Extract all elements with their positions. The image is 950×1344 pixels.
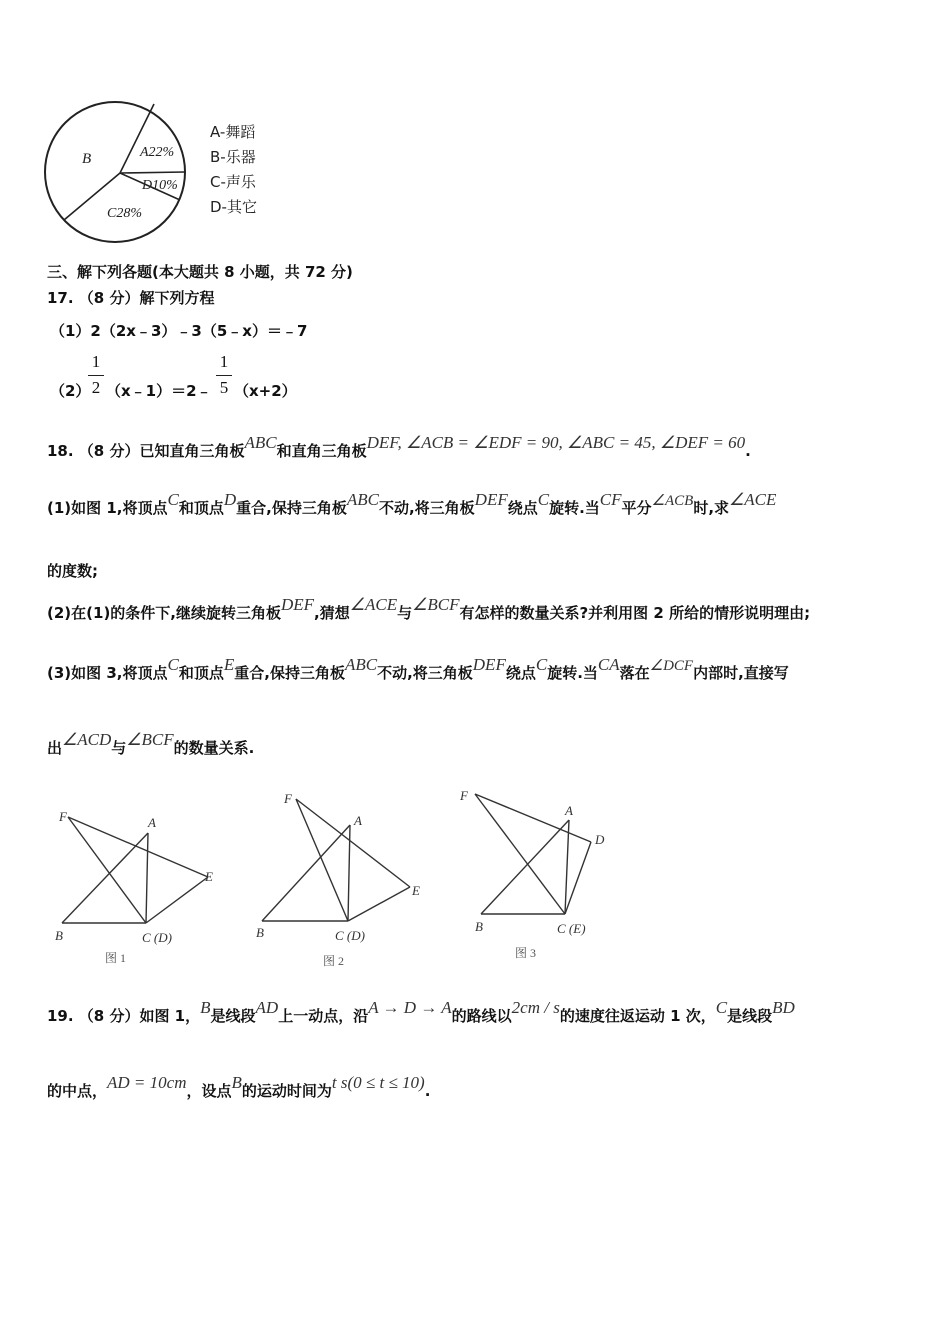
math-abc: ABC (344, 655, 378, 674)
q19-text: 上一动点，沿 (278, 1007, 369, 1025)
q18-text: 落在 (619, 664, 650, 682)
math-def: DEF (281, 595, 315, 614)
q18-text: 不动,将三角板 (377, 664, 473, 682)
q19-text: 是线段 (727, 1007, 773, 1025)
frac2-den: 5 (219, 378, 229, 397)
fig1-label-f: F (59, 809, 67, 824)
math-angle-bcf: ∠BCF (126, 730, 174, 749)
fig2-label-e: E (412, 883, 420, 898)
frac1-line (88, 375, 104, 376)
q18-text: 内部时,直接写 (693, 664, 789, 682)
q19-text: 的运动时间为 (241, 1082, 332, 1100)
math-angle-ace: ∠ACE (729, 490, 777, 509)
q18-text: 的数量关系. (173, 739, 255, 757)
legend-item: C-声乐 (210, 173, 256, 191)
q18-text: 绕点 (505, 664, 536, 682)
fig1-caption: 图 1 (105, 951, 127, 965)
fig2-label-b: B (256, 925, 264, 940)
q18-text: 重合,保持三角板 (234, 664, 345, 682)
q18-line4 (47, 595, 811, 623)
q18-text: 有怎样的数量关系?并利用图 2 所给的情形说明理由; (459, 604, 811, 622)
math-def: DEF (366, 433, 398, 452)
fig3-label-d: D (595, 832, 605, 847)
figure-3 (455, 782, 625, 967)
q18-line5 (47, 655, 789, 683)
math-def: DEF (474, 490, 508, 509)
q19-text: 是线段 (210, 1007, 256, 1025)
fig3-label-a: A (565, 803, 573, 818)
q18-text: 旋转.当 (547, 664, 598, 682)
q18-text: 平分 (621, 499, 652, 517)
legend-item: D-其它 (210, 198, 257, 216)
q18-line3: 的度数; (47, 562, 98, 580)
fig1-label-b: B (55, 928, 63, 943)
q17-eq2-prefix: （2） (50, 382, 91, 400)
pie-label-a: A22% (140, 145, 175, 160)
math-c: C (167, 655, 179, 674)
fig3-caption: 图 3 (515, 946, 537, 960)
q19-text: 的中点， (47, 1082, 108, 1100)
fig1-label-c: C (D) (142, 930, 172, 945)
math-def: DEF (472, 655, 506, 674)
pie-legend (210, 120, 257, 220)
q19-text: 的路线以 (451, 1007, 512, 1025)
math-d: D (223, 490, 237, 509)
q18-text: 和直角三角板 (276, 442, 367, 460)
math-angle-bcf: ∠BCF (412, 595, 460, 614)
q18-text: 与 (111, 739, 127, 757)
q18-text: 出 (47, 739, 63, 757)
math-b: B (231, 1073, 242, 1092)
math-angle-acb: ∠ACB (651, 493, 694, 509)
q18-line2 (47, 490, 777, 518)
frac1-den: 2 (91, 378, 101, 397)
math-abc: ABC (244, 433, 277, 452)
math-c: C (535, 655, 548, 674)
q19-text: 的速度往返运动 1 次， (559, 1007, 716, 1025)
pie-label-c: C28% (107, 206, 142, 221)
math-def-60: , ∠DEF = 60 (651, 433, 746, 452)
figure-2 (250, 785, 440, 975)
math-c: C (167, 490, 179, 509)
math-ca: CA (597, 655, 620, 674)
q18-text: 和顶点 (178, 664, 224, 682)
math-angle-eq: , ∠ACB = ∠EDF = 90 (397, 433, 559, 452)
q17-eq1: （1）2（2x﹣3）﹣3（5﹣x）＝﹣7 (50, 322, 308, 340)
math-route: A → D → A (368, 998, 452, 1017)
q18-line1 (47, 433, 751, 461)
math-angle-dcf: ∠DCF (649, 658, 694, 674)
q19-text: . (424, 1082, 431, 1100)
q19-line2 (47, 1073, 431, 1101)
fig3-label-f: F (460, 788, 468, 803)
frac1-num: 1 (91, 352, 101, 371)
section-title: 三、解下列各题(本大题共 8 小题，共 72 分) (47, 263, 353, 281)
q18-text: 和顶点 (178, 499, 224, 517)
math-c: C (537, 490, 550, 509)
math-c: C (715, 998, 728, 1017)
q19-text: ，设点 (186, 1082, 232, 1100)
q18-text: (1)如图 1,将顶点 (47, 499, 168, 517)
fig2-caption: 图 2 (323, 954, 345, 968)
math-b: B (200, 998, 211, 1017)
q18-text: . (745, 442, 751, 460)
math-angle-ace: ∠ACE (349, 595, 398, 614)
q18-text: 18. （8 分）已知直角三角板 (47, 442, 245, 460)
pie-divider (120, 104, 154, 173)
legend-item: B-乐器 (210, 148, 256, 166)
fig3-label-c: C (E) (557, 921, 586, 936)
q18-text: ,猜想 (314, 604, 350, 622)
legend-item: A-舞蹈 (210, 123, 256, 141)
q18-text: 不动,将三角板 (378, 499, 475, 517)
q18-text: 重合,保持三角板 (236, 499, 347, 517)
pie-divider (120, 172, 185, 173)
q17-title: 17. （8 分）解下列方程 (47, 289, 215, 307)
math-abc: ABC (346, 490, 379, 509)
math-angle-acd: ∠ACD (62, 730, 112, 749)
q19-text: 19. （8 分）如图 1， (47, 1007, 201, 1025)
pie-label-d: D10% (142, 178, 178, 193)
math-ad-10: AD = 10cm (107, 1073, 187, 1092)
fig2-label-f: F (284, 791, 292, 806)
math-bd: BD (772, 998, 795, 1017)
math-cf: CF (599, 490, 622, 509)
fig3-label-b: B (475, 919, 483, 934)
q19-line1 (47, 998, 795, 1026)
q18-line6 (47, 730, 255, 758)
frac2-num: 1 (219, 352, 229, 371)
q18-text: 旋转.当 (549, 499, 600, 517)
fig1-label-e: E (205, 869, 213, 884)
math-t-range: t s(0 ≤ t ≤ 10) (331, 1073, 425, 1092)
fig2-label-a: A (354, 813, 362, 828)
pie-label-b: B (82, 151, 92, 167)
q17-eq2-suffix: （x+2） (234, 382, 297, 400)
q17-eq2-mid: （x﹣1）＝2﹣ (106, 382, 212, 400)
q18-text: (3)如图 3,将顶点 (47, 664, 168, 682)
q18-text: (2)在(1)的条件下,继续旋转三角板 (47, 604, 281, 622)
math-e: E (223, 655, 235, 674)
fig2-label-c: C (D) (335, 928, 365, 943)
math-abc-45: , ∠ABC = 45 (558, 433, 652, 452)
q18-text: 时,求 (693, 499, 730, 517)
q18-text: 与 (397, 604, 413, 622)
fig1-label-a: A (148, 815, 156, 830)
math-ad: AD (255, 998, 279, 1017)
math-speed: 2cm / s (511, 998, 560, 1017)
q18-text: 绕点 (507, 499, 538, 517)
figure-1 (50, 805, 230, 970)
frac2-line (216, 375, 232, 376)
